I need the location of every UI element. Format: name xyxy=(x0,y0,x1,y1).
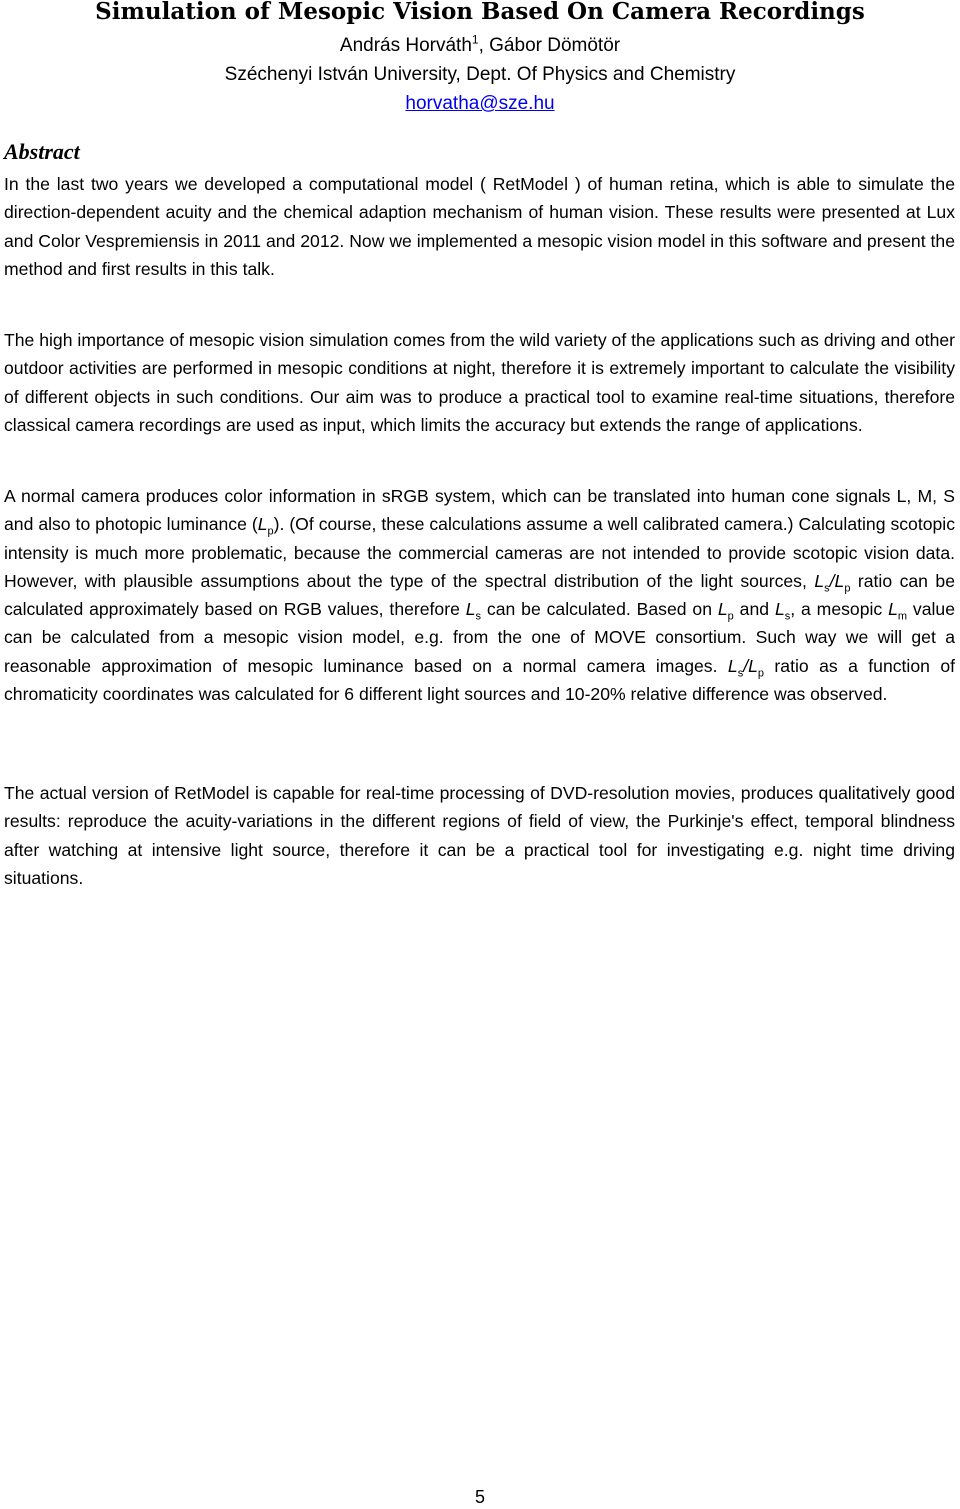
author-affiliation-marker: 1 xyxy=(471,32,479,47)
symbol-L: L xyxy=(888,599,898,620)
text-run: can be calculated. Based on xyxy=(481,599,718,620)
subscript-s: s xyxy=(475,610,482,623)
text-run: ratio can be calculated approximately based on RGB values, therefore xyxy=(4,570,956,620)
affiliation: Széchenyi István University, Dept. Of Physics and Chemistry xyxy=(224,64,736,85)
symbol-L: L xyxy=(814,570,825,591)
abstract-paragraph-4: The actual version of RetModel is capable for real-time processing of DVD-resolution movies, produces qualitatively good results: reproduce the acuity-variations in the different regions of field of view, the Purkinje's effect, temporal blindness after watching at intensive light source, therefore it can be a practical tool for investigating e.g. night time driving situations. xyxy=(4,783,955,888)
symbol-L: L xyxy=(774,599,785,620)
abstract-heading: Abstract xyxy=(4,139,80,164)
symbol-L: L xyxy=(727,655,738,676)
subscript-p: p xyxy=(267,525,274,538)
subscript-m: m xyxy=(897,610,908,623)
text-run: ). (Of course, these calculations assume a well calibrated camera.) Calculating scotopic intensity is much more problematic, because the commercial cameras are not intended to provide scotopic vision data. However, with plausible assumptions about the type of the spectral distribution of the light sources, xyxy=(4,514,955,591)
abstract-paragraph-3 xyxy=(4,482,955,708)
email-line xyxy=(0,92,960,116)
text-run: and xyxy=(733,599,775,620)
symbol-slash: / xyxy=(743,655,749,676)
subscript-s: s xyxy=(824,582,830,595)
symbol-L: L xyxy=(257,514,268,535)
page-number: 5 xyxy=(474,1487,485,1507)
author-line xyxy=(0,34,960,58)
author-name-rest: , Gábor Dömötör xyxy=(478,35,621,56)
subscript-s: s xyxy=(784,610,791,623)
paper-title: Simulation of Mesopic Vision Based On Camera Recordings xyxy=(95,0,865,25)
symbol-L: L xyxy=(748,655,758,676)
abstract-paragraph-1: In the last two years we developed a computational model ( RetModel ) of human retina, which is able to simulate the direction-dependent acuity and the chemical adaption mechanism of human vision. These results were presented at Lux and Color Vespremiensis in 2011 and 2012. Now we implemented a mesopic vision model in this software and present the method and first results in this talk. xyxy=(4,174,955,279)
symbol-L: L xyxy=(465,599,476,620)
text-run: ratio as a function of chromaticity coordinates was calculated for 6 different light sources and 10-20% relative difference was observed. xyxy=(4,655,955,705)
subscript-p: p xyxy=(844,582,851,595)
text-run: , a mesopic xyxy=(790,599,889,620)
text-run: value can be calculated from a mesopic vision model, e.g. from the one of MOVE consortium. Such way we will get a reasonable approximation of mesopic luminance based on a normal camera images. xyxy=(4,599,955,676)
author-name-first: András Horváth xyxy=(339,35,472,56)
email-link[interactable]: horvatha@sze.hu xyxy=(405,93,555,114)
subscript-s: s xyxy=(737,667,744,680)
symbol-slash: / xyxy=(829,570,835,591)
abstract-paragraph-2: The high importance of mesopic vision simulation comes from the wild variety of the applications such as driving and other outdoor activities are performed in mesopic conditions at night, therefore it is extremely important to calculate the visibility of different objects in such conditions. Our aim was to produce a practical tool to examine real-time situations, therefore classical camera recordings are used as input, which limits the accuracy but extends the range of applications. xyxy=(4,330,955,435)
symbol-L: L xyxy=(834,570,845,591)
text-run: A normal camera produces color information in sRGB system, which can be translated into human cone signals L, M, S and also to photopic luminance ( xyxy=(4,486,955,535)
subscript-p: p xyxy=(757,667,765,680)
symbol-L: L xyxy=(717,599,728,620)
subscript-p: p xyxy=(727,610,734,623)
